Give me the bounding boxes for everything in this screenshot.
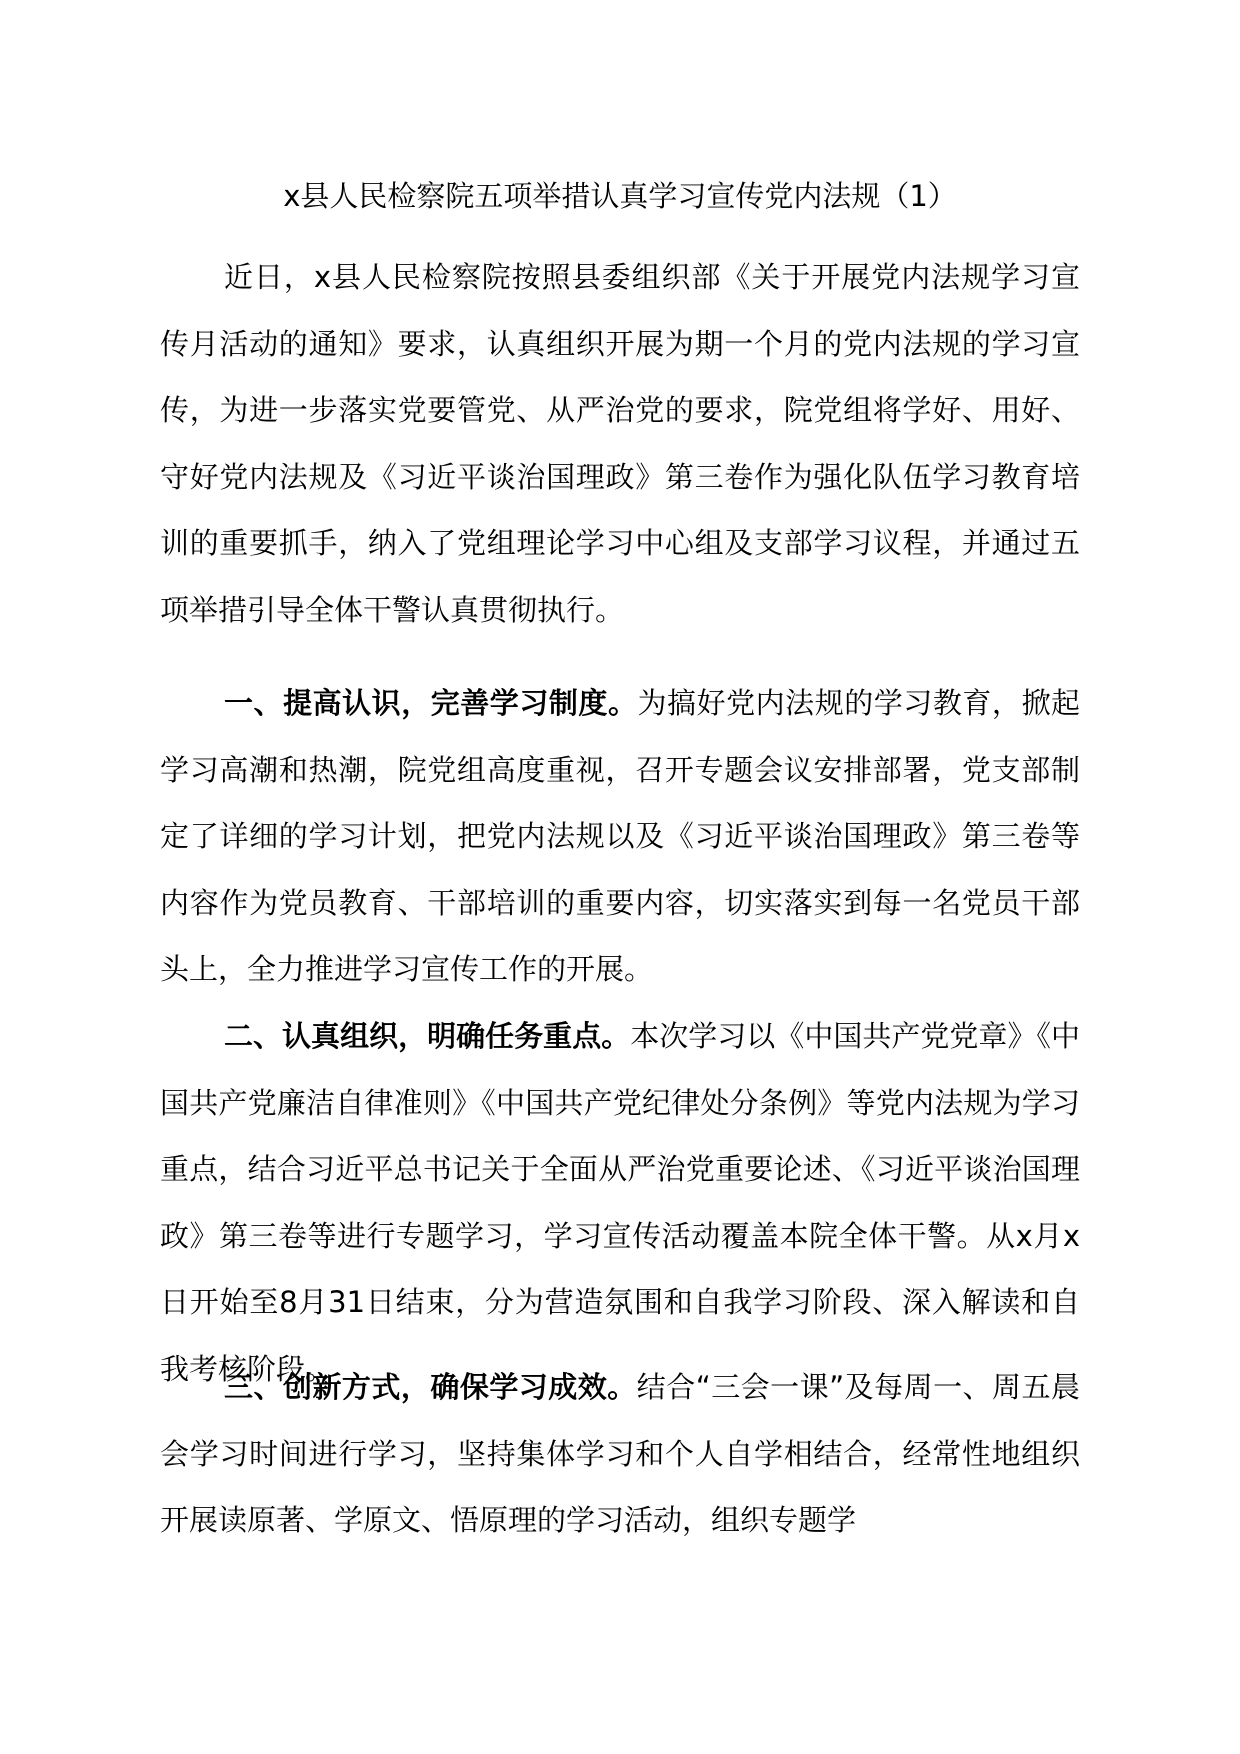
section-3-text: 结合“三会一课”及每周一、周五晨会学习时间进行学习，坚持集体学习和个人自学相结合，经常性地组织开展读原著、学原文、悟原理的学习活动，组织专题学 [160, 1370, 1080, 1537]
section-2-paragraph [160, 1003, 1080, 1402]
section-3-paragraph [160, 1354, 1080, 1554]
section-3-heading: 三、创新方式，确保学习成效。 [224, 1370, 637, 1404]
section-1-heading: 一、提高认识，完善学习制度。 [224, 686, 638, 720]
intro-paragraph [160, 244, 1080, 643]
section-1-paragraph [160, 670, 1080, 1003]
section-1-text: 为搞好党内法规的学习教育，掀起学习高潮和热潮，院党组高度重视，召开专题会议安排部署，党支部制定了详细的学习计划，把党内法规以及《习近平谈治国理政》第三卷等内容作为党员教育、干部培训的重要内容，切实落实到每一名党员干部头上，全力推进学习宣传工作的开展。 [160, 686, 1080, 986]
section-2-text: 本次学习以《中国共产党党章》《中国共产党廉洁自律准则》《中国共产党纪律处分条例》等党内法规为学习重点，结合习近平总书记关于全面从严治党重要论述、《习近平谈治国理政》第三卷等进行专题学习，学习宣传活动覆盖本院全体干警。从x月x日开始至8月31日结束，分为营造氛围和自我学习阶段、深入解读和自我考核阶段。 [160, 1019, 1080, 1386]
paragraph-text: 近日，x县人民检察院按照县委组织部《关于开展党内法规学习宣传月活动的通知》要求，认真组织开展为期一个月的党内法规的学习宣传，为进一步落实党要管党、从严治党的要求，院党组将学好、用好、守好党内法规及《习近平谈治国理政》第三卷作为强化队伍学习教育培训的重要抓手，纳入了党组理论学习中心组及支部学习议程，并通过五项举措引导全体干警认真贯彻执行。 [160, 260, 1080, 627]
section-2-heading: 二、认真组织，明确任务重点。 [224, 1019, 631, 1053]
document-title: x县人民检察院五项举措认真学习宣传党内法规（1） [283, 179, 957, 213]
